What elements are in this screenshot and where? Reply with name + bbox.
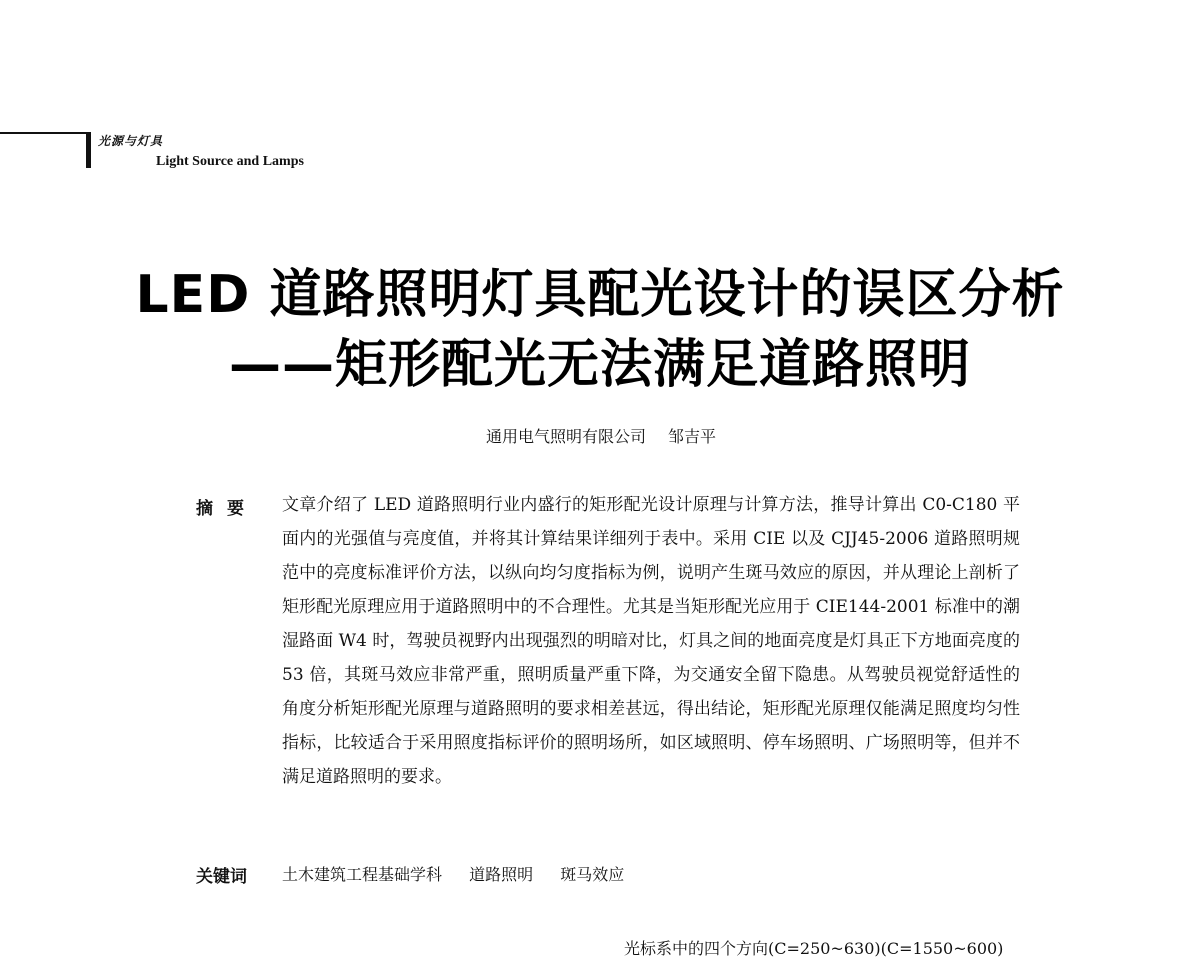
section-header (0, 128, 420, 178)
author-line (486, 424, 716, 447)
author-name: 邹吉平 (668, 427, 717, 446)
section-title-en: Light Source and Lamps (156, 154, 304, 169)
cut-off-text: 光标系中的四个方向(C=250~630)(C=1550~600) (624, 939, 1004, 958)
keywords-label: 关键词 (196, 867, 247, 887)
keyword-item: 道路照明 (469, 865, 534, 884)
header-rule (0, 132, 88, 134)
keywords-list (282, 862, 646, 885)
author-affiliation: 通用电气照明有限公司 (486, 427, 647, 446)
header-bar (86, 132, 91, 168)
keyword-item: 斑马效应 (560, 865, 625, 884)
section-title-cn: 光源与灯具 (98, 134, 164, 148)
paper-subtitle: ——矩形配光无法满足道路照明 (228, 335, 971, 395)
abstract-label: 摘要 (196, 499, 258, 519)
keyword-item: 土木建筑工程基础学科 (282, 865, 443, 884)
paper-title: LED 道路照明灯具配光设计的误区分析 (135, 265, 1065, 325)
abstract-text: 文章介绍了 LED 道路照明行业内盛行的矩形配光设计原理与计算方法，推导计算出 C0-C180 平面内的光强值与亮度值，并将其计算结果详细列于表中。采用 CIE 以及 CJJ45-2006 道路照明规范中的亮度标准评价方法，以纵向均匀度指标为例，说明产生斑马效应的原因，并从理论上剖析了矩形配光原理应用于道路照明中的不合理性。尤其是当矩形配光应用于 CIE144-2001 标准中的潮湿路面 W4 时，驾驶员视野内出现强烈的明暗对比，灯具之间的地面亮度是灯具正下方地面亮度的 53 倍，其斑马效应非常严重，照明质量严重下降，为交通安全留下隐患。从驾驶员视觉舒适性的角度分析矩形配光原理与道路照明的要求相差甚远，得出结论，矩形配光原理仅能满足照度均匀性指标，比较适合于采用照度指标评价的照明场所，如区域照明、停车场照明、广场照明等，但并不满足道路照明的要求。 (282, 495, 1020, 787)
